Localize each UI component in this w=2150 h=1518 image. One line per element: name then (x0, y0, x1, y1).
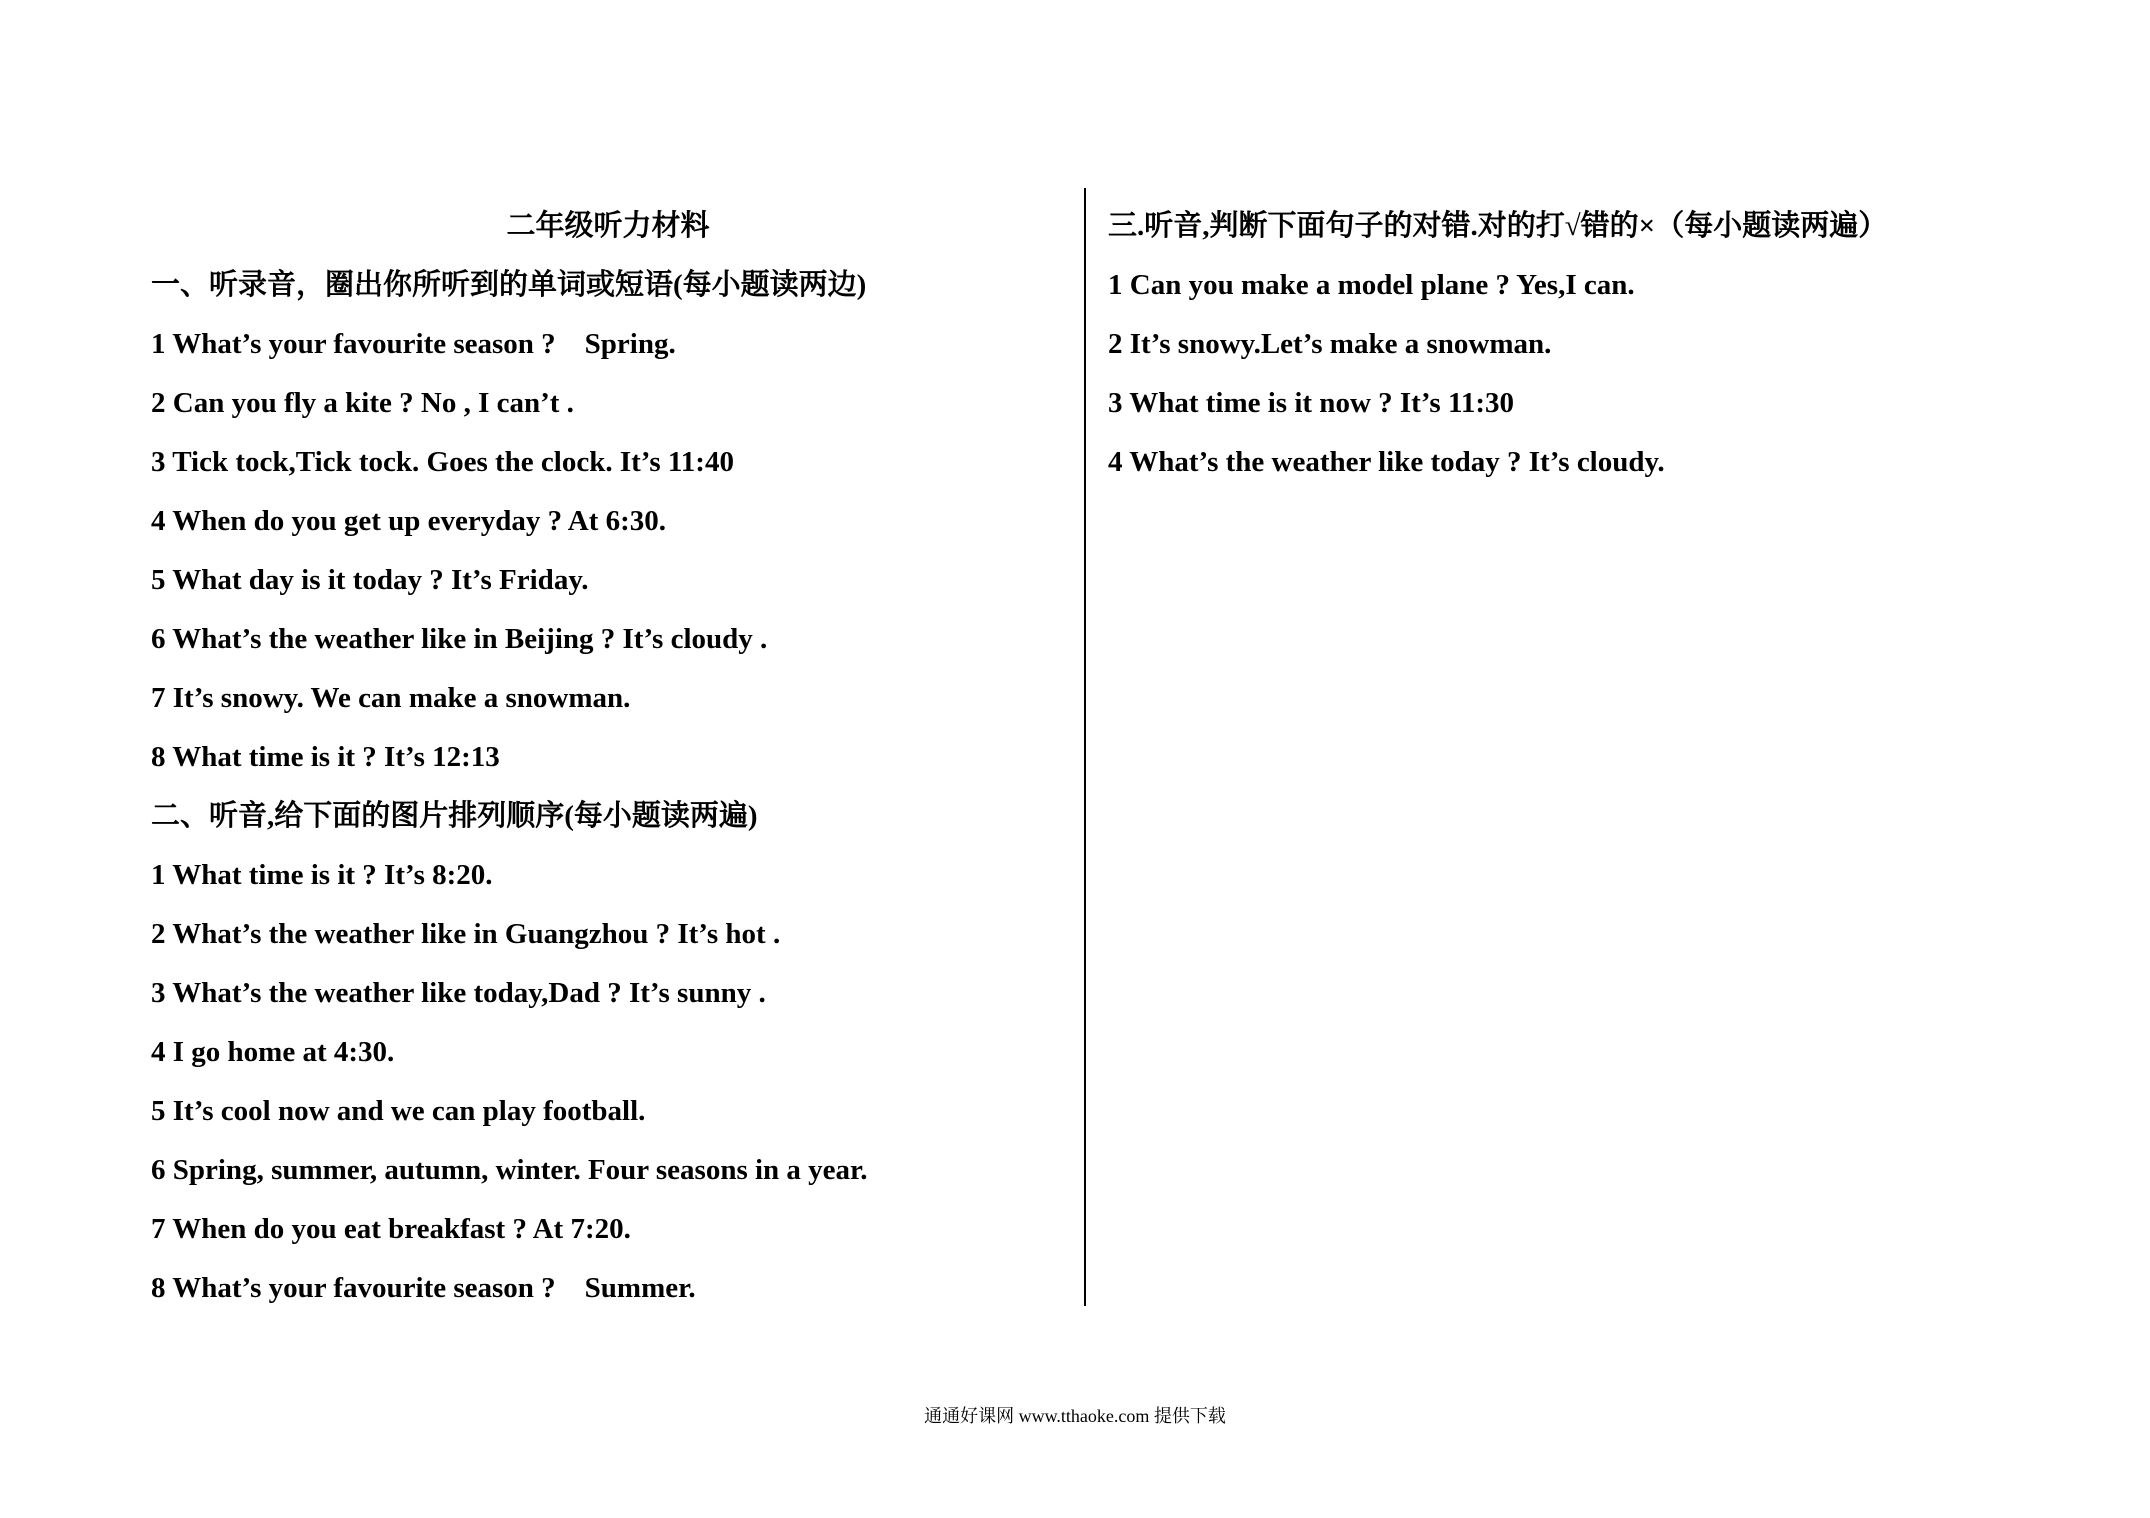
section1-item-3: 3 Tick tock,Tick tock. Goes the clock. It’s 11:40 (151, 446, 734, 478)
section2-item-1: 1 What time is it ? It’s 8:20. (151, 859, 493, 891)
section2-item-3: 3 What’s the weather like today,Dad ? It’s sunny . (151, 977, 766, 1009)
section1-heading: 一、听录音，圈出你所听到的单词或短语(每小题读两边) (151, 269, 867, 301)
section3-item-1: 1 Can you make a model plane ? Yes,I can. (1108, 269, 1635, 301)
column-divider (1084, 188, 1086, 1306)
section2-heading: 二、听音,给下面的图片排列顺序(每小题读两遍) (151, 800, 758, 832)
section1-item-1: 1 What’s your favourite season ? Spring. (151, 328, 676, 360)
section1-item-2: 2 Can you fly a kite ? No , I can’t . (151, 387, 574, 419)
section2-item-7: 7 When do you eat breakfast ? At 7:20. (151, 1213, 631, 1245)
section1-item-7: 7 It’s snowy. We can make a snowman. (151, 682, 631, 714)
section2-item-8: 8 What’s your favourite season ? Summer. (151, 1272, 696, 1304)
section1-item-8: 8 What time is it ? It’s 12:13 (151, 741, 500, 773)
section1-item-4: 4 When do you get up everyday ? At 6:30. (151, 505, 667, 537)
section1-item-6: 6 What’s the weather like in Beijing ? It’s cloudy . (151, 623, 768, 655)
page-title: 二年级听力材料 (506, 210, 710, 242)
section3-item-4: 4 What’s the weather like today ? It’s cloudy. (1108, 446, 1665, 478)
section1-item-5: 5 What day is it today ? It’s Friday. (151, 564, 589, 596)
section3-item-3: 3 What time is it now ? It’s 11:30 (1108, 387, 1514, 419)
section2-item-2: 2 What’s the weather like in Guangzhou ? It’s hot . (151, 918, 781, 950)
section3-item-2: 2 It’s snowy.Let’s make a snowman. (1108, 328, 1552, 360)
section2-item-6: 6 Spring, summer, autumn, winter. Four seasons in a year. (151, 1154, 868, 1186)
section3-heading: 三.听音,判断下面句子的对错.对的打√错的×（每小题读两遍） (1108, 210, 1888, 242)
footer-credit: 通通好课网 www.tthaoke.com 提供下载 (924, 1406, 1226, 1426)
section2-item-4: 4 I go home at 4:30. (151, 1036, 395, 1068)
section2-item-5: 5 It’s cool now and we can play football. (151, 1095, 646, 1127)
